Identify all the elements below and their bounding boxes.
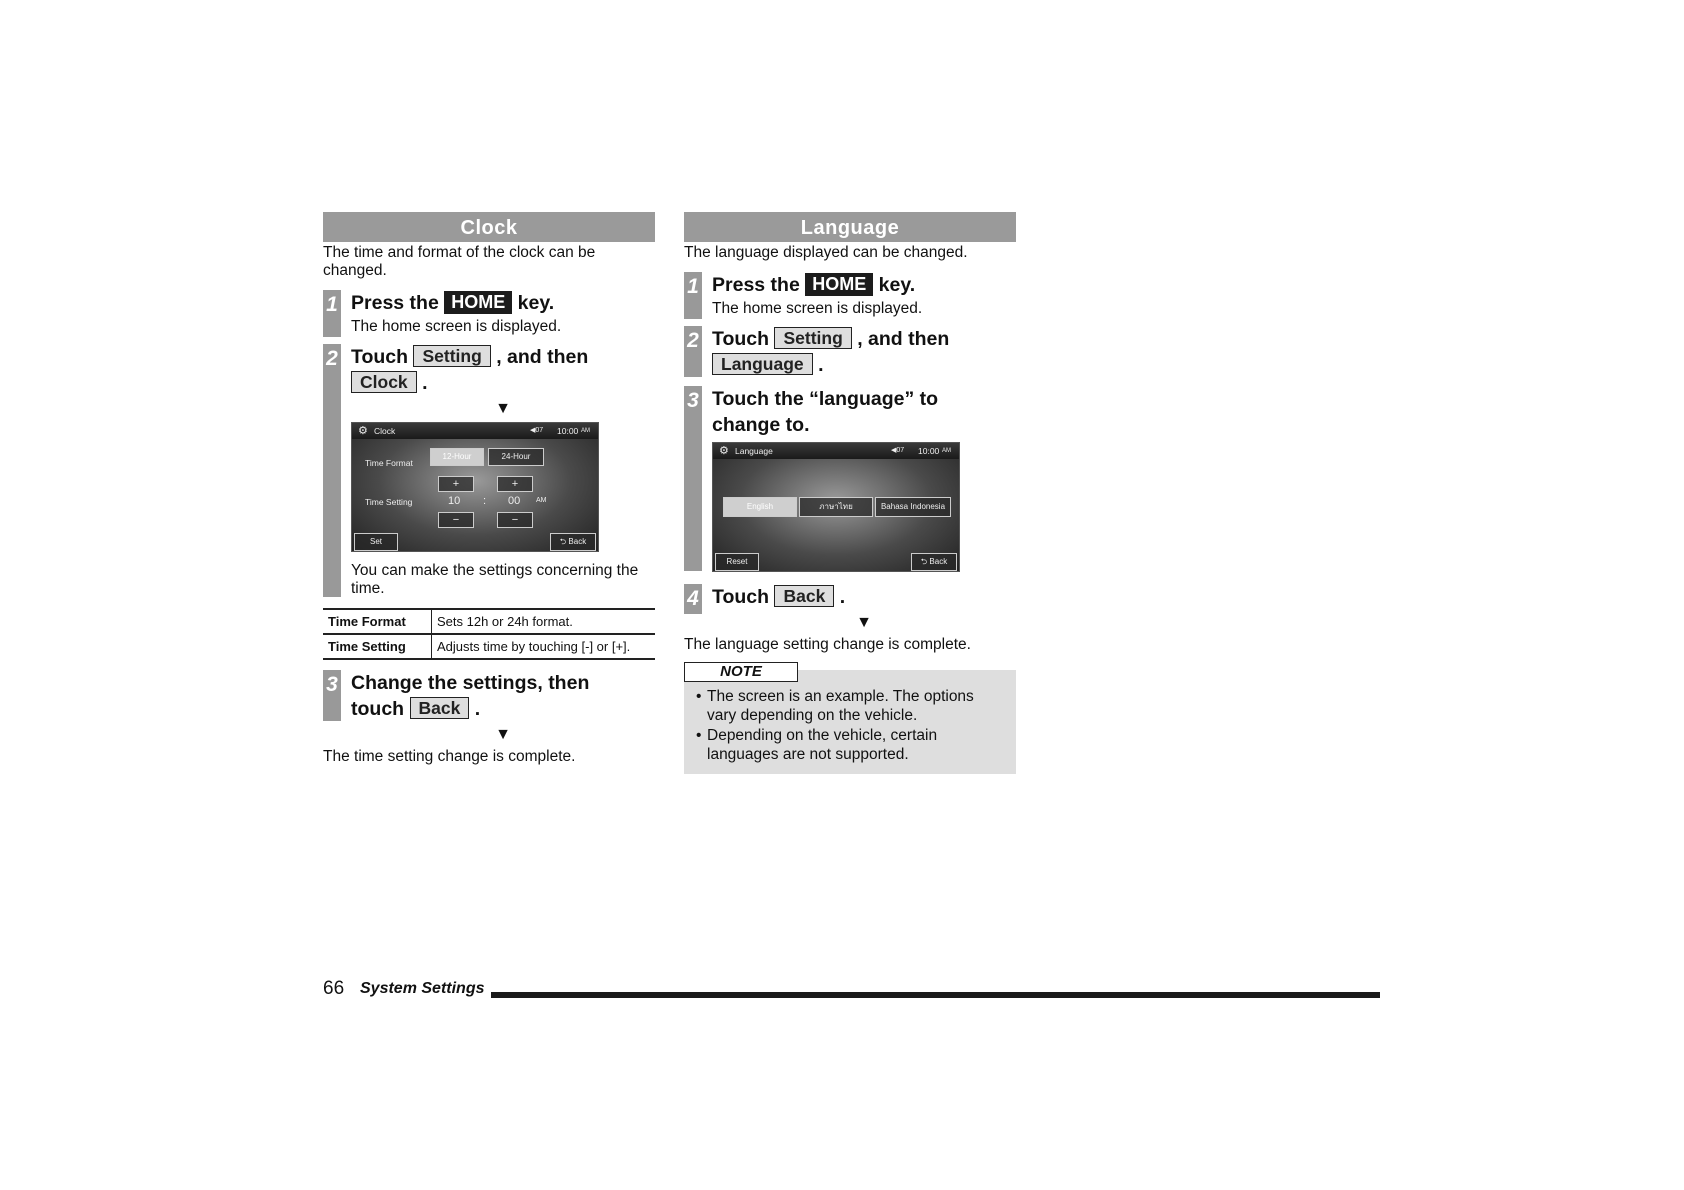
step-text: , and then [857, 328, 950, 350]
note-text: The screen is an example. The options vary depending on the vehicle. [707, 688, 974, 724]
step-description: You can make the settings concerning the time. [351, 562, 639, 597]
time-format-label: Time Format [365, 458, 413, 468]
table-row [323, 609, 655, 634]
clock-result: The time setting change is complete. [323, 748, 576, 765]
thai-option[interactable]: ภาษาไทย [799, 497, 873, 517]
note-box [684, 670, 1016, 774]
step-text: . [474, 698, 481, 720]
step-number: 3 [323, 670, 341, 721]
step-number: 3 [684, 386, 702, 571]
note-item [694, 688, 1006, 725]
volume-indicator: ◀07 [891, 447, 905, 454]
step-number: 2 [684, 326, 702, 377]
footer-rule [491, 992, 1380, 998]
step-text: touch [351, 698, 405, 720]
back-key: Back [774, 585, 834, 607]
time-setting-label: Time Setting [365, 497, 413, 507]
minute-value: 00 [508, 495, 521, 507]
language-section [684, 212, 1016, 774]
table-value: Sets 12h or 24h format. [432, 609, 656, 634]
step-number: 4 [684, 584, 702, 614]
table-row [323, 634, 655, 659]
step-subtext: The home screen is displayed. [351, 318, 562, 335]
note-item [694, 727, 1006, 764]
bullet-icon: • [696, 688, 702, 705]
hour-minus-button[interactable]: − [438, 512, 474, 528]
language-key: Language [712, 353, 813, 375]
down-arrow-icon: ▼ [495, 400, 511, 417]
clock-settings-table [323, 608, 655, 660]
reset-button[interactable]: Reset [715, 553, 759, 571]
home-key: HOME [444, 291, 512, 314]
step-text: key. [878, 274, 916, 296]
step-text: Touch [351, 346, 409, 368]
screen-clock: 10:00 [918, 446, 940, 456]
language-step-3 [684, 386, 1016, 572]
language-screen-image [712, 442, 960, 572]
page-number: 66 [323, 978, 345, 999]
screen-clock: 10:00 [557, 426, 579, 436]
step-number: 2 [323, 344, 341, 597]
set-button[interactable]: Set [354, 533, 398, 551]
clock-screen-image [351, 422, 599, 552]
bullet-icon: • [696, 727, 702, 744]
screen-back-button[interactable]: ⮌ Back [550, 533, 596, 551]
clock-heading: Clock [323, 212, 655, 242]
step-text: key. [517, 292, 555, 314]
step-title [351, 290, 655, 316]
clock-step-1 [323, 290, 655, 336]
step-number: 1 [323, 290, 341, 337]
table-value: Adjusts time by touching [-] or [+]. [432, 634, 656, 659]
note-section [684, 662, 1016, 774]
clock-step-3 [323, 670, 655, 722]
clock-key: Clock [351, 371, 417, 393]
step-title [712, 326, 1016, 378]
screen-title: Clock [374, 426, 396, 436]
table-key: Time Format [323, 609, 432, 634]
down-arrow-icon: ▼ [495, 726, 511, 743]
minute-plus-button[interactable]: + [497, 476, 533, 492]
language-step-2 [684, 326, 1016, 378]
page-footer [323, 978, 1380, 1000]
gear-icon: ⚙ [719, 445, 729, 457]
step-text: Touch [712, 328, 770, 350]
ampm-value: AM [536, 497, 547, 504]
language-intro: The language displayed can be changed. [684, 244, 968, 261]
note-text: Depending on the vehicle, certain languages are not supported. [707, 727, 938, 763]
step-title [712, 272, 1016, 298]
volume-indicator: ◀07 [530, 427, 544, 434]
step-title [712, 584, 1016, 610]
bahasa-indonesia-option[interactable]: Bahasa Indonesia [875, 497, 951, 517]
table-key: Time Setting [323, 634, 432, 659]
step-title [351, 670, 655, 722]
step-text: . [818, 354, 824, 376]
back-key: Back [410, 697, 470, 719]
screen-back-button[interactable]: ⮌ Back [911, 553, 957, 571]
language-result: The language setting change is complete. [684, 636, 971, 653]
step-title: Touch the “language” to change to. [712, 388, 939, 436]
hour-value: 10 [448, 495, 461, 507]
home-key: HOME [805, 273, 873, 296]
setting-key: Setting [413, 345, 490, 367]
step-text: Touch [712, 586, 770, 608]
step-text: Press the [351, 292, 439, 314]
screen-ampm: AM [942, 448, 951, 454]
24-hour-option[interactable]: 24-Hour [488, 448, 544, 466]
step-title [351, 344, 655, 396]
screen-title: Language [735, 446, 773, 456]
screen-ampm: AM [581, 428, 590, 434]
language-heading: Language [684, 212, 1016, 242]
hour-plus-button[interactable]: + [438, 476, 474, 492]
footer-section-title: System Settings [360, 980, 485, 997]
gear-icon: ⚙ [358, 425, 368, 437]
step-text: , and then [496, 346, 589, 368]
step-subtext: The home screen is displayed. [712, 300, 923, 317]
12-hour-option[interactable]: 12-Hour [430, 448, 484, 466]
step-text: . [839, 586, 846, 608]
step-text: . [422, 372, 428, 394]
clock-step-2 [323, 344, 655, 598]
setting-key: Setting [774, 327, 851, 349]
step-text: Change the settings, then [351, 672, 590, 694]
down-arrow-icon: ▼ [856, 614, 872, 631]
step-number: 1 [684, 272, 702, 319]
step-text: Press the [712, 274, 800, 296]
language-step-1 [684, 272, 1016, 318]
english-option[interactable]: English [723, 497, 797, 517]
minute-minus-button[interactable]: − [497, 512, 533, 528]
language-step-4 [684, 584, 1016, 610]
note-label: NOTE [684, 662, 798, 682]
clock-section [323, 212, 655, 766]
clock-intro: The time and format of the clock can be changed. [323, 244, 596, 279]
time-colon: : [483, 495, 487, 507]
